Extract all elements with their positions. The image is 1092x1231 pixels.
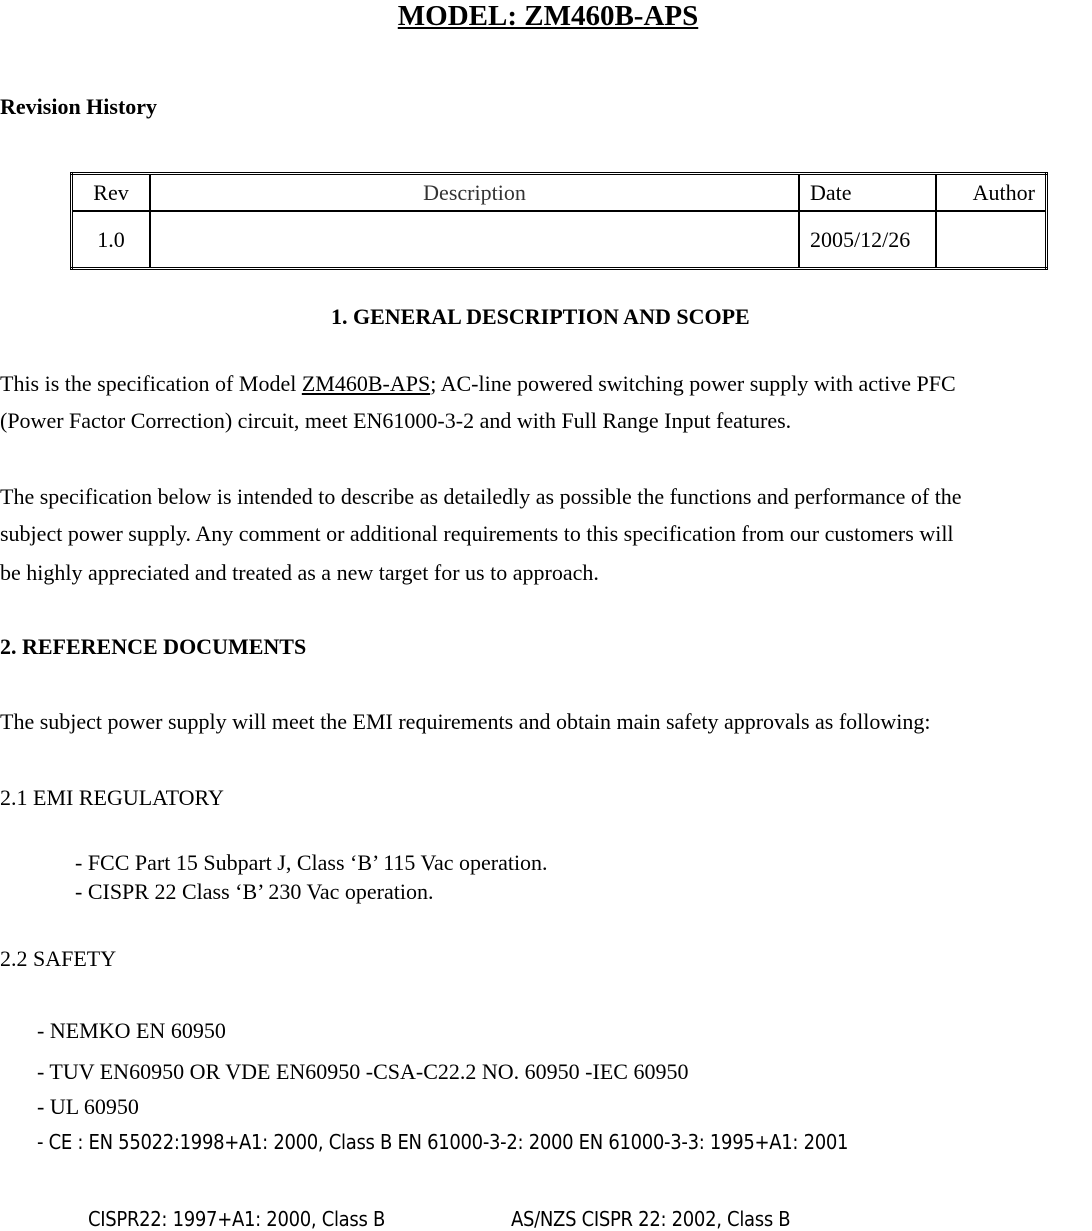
paragraph-2-line-2: subject power supply. Any comment or additional requirements to this specification from our customers will	[0, 521, 954, 546]
safety-item-ce: - CE : EN 55022:1998+A1: 2000, Class B EN 61000-3-2: 2000 EN 61000-3-3: 1995+A1: 2001	[37, 1130, 849, 1154]
page-title: MODEL: ZM460B-APS	[397, 0, 699, 32]
header-date: Date	[799, 174, 936, 212]
section-2-heading: 2. REFERENCE DOCUMENTS	[0, 634, 307, 659]
paragraph-2-line-3: be highly appreciated and treated as a new target for us to approach.	[0, 560, 599, 585]
cell-date: 2005/12/26	[799, 211, 936, 268]
safety-item-ul: - UL 60950	[37, 1094, 139, 1119]
emi-item-fcc: - FCC Part 15 Subpart J, Class ‘B’ 115 Vac operation.	[75, 850, 548, 875]
ce-continuation-cispr22: CISPR22: 1997+A1: 2000, Class B	[88, 1207, 386, 1231]
cell-rev: 1.0	[72, 211, 151, 268]
table-header-row	[72, 174, 1047, 212]
paragraph-1-line-2: (Power Factor Correction) circuit, meet EN61000-3-2 and with Full Range Input features.	[0, 408, 792, 433]
cell-description	[150, 211, 799, 268]
header-rev: Rev	[72, 174, 151, 212]
p1-suffix: ; AC-line powered switching power supply with active PFC	[430, 371, 956, 396]
header-description: Description	[150, 174, 799, 212]
p1-prefix: This is the specification of Model	[0, 371, 302, 396]
paragraph-1-line-1	[0, 371, 956, 397]
revision-table	[70, 172, 1048, 270]
safety-item-tuv: - TUV EN60950 OR VDE EN60950 -CSA-C22.2 NO. 60950 -IEC 60950	[37, 1059, 689, 1084]
header-author: Author	[936, 174, 1047, 212]
emi-heading: 2.1 EMI REGULATORY	[0, 785, 224, 810]
section-1-heading: 1. GENERAL DESCRIPTION AND SCOPE	[331, 304, 750, 329]
safety-heading: 2.2 SAFETY	[0, 946, 117, 971]
table-row	[72, 211, 1047, 268]
ce-continuation-asnzs: AS/NZS CISPR 22: 2002, Class B	[511, 1207, 791, 1231]
revision-history-heading: Revision History	[0, 94, 158, 119]
model-link: ZM460B-APS	[301, 371, 431, 396]
cell-author	[936, 211, 1047, 268]
emi-item-cispr: - CISPR 22 Class ‘B’ 230 Vac operation.	[75, 879, 434, 904]
safety-item-nemko: - NEMKO EN 60950	[37, 1018, 226, 1043]
paragraph-2-line-1: The specification below is intended to describe as detailedly as possible the functions and performance of the	[0, 484, 962, 509]
section-2-intro: The subject power supply will meet the EMI requirements and obtain main safety approvals as following:	[0, 709, 931, 734]
